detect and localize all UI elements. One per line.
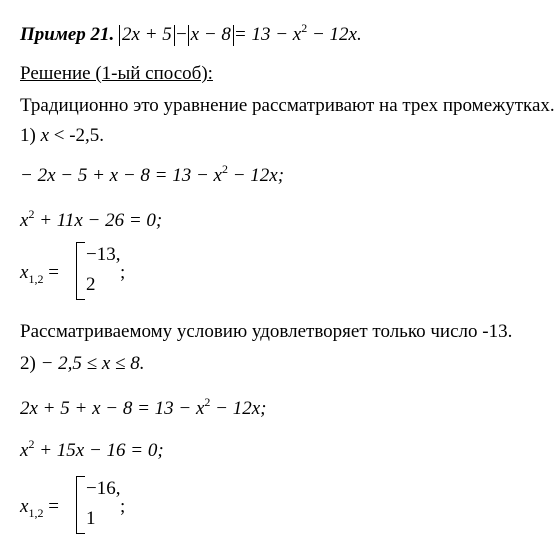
example-label: Пример 21. [20, 24, 115, 45]
case2-root-2: 1 [86, 508, 96, 529]
case1-number: 1) [20, 125, 41, 146]
case1-roots-var: x [20, 262, 29, 283]
case2-eq1-sup: 2 [204, 395, 211, 409]
case2-root-1: −16, [86, 478, 121, 499]
case1-eq2-tail: + 11x − 26 = 0; [34, 210, 163, 231]
case1-roots-label [20, 262, 59, 287]
case2-roots-end: ; [120, 496, 126, 517]
case2-bracket [76, 476, 85, 534]
solution-header: Решение (1-ый способ): [20, 63, 213, 84]
case1-eq2-sup: 2 [28, 207, 35, 221]
case1-equation-2 [20, 208, 162, 230]
case1-var: x [40, 125, 50, 146]
case1-heading [20, 126, 104, 145]
case2-roots-var: x [20, 496, 29, 517]
eq-minus: − [174, 24, 188, 45]
eq-rhs: = 13 − x [233, 24, 302, 45]
case1-eq1-tail: − 12x; [227, 165, 285, 186]
case2-eq2-base: x [20, 440, 29, 461]
example-equation [119, 21, 362, 45]
case1-root-2: 2 [86, 274, 96, 295]
case1-root-1: −13, [86, 244, 121, 265]
case2-roots-eq: = [43, 496, 59, 517]
intro-text: Традиционно это уравнение рассматривают на трех промежутках. [20, 95, 555, 116]
case2-eq2-sup: 2 [28, 437, 35, 451]
case1-condition: < -2,5. [49, 125, 105, 146]
case1-eq2-base: x [20, 210, 29, 231]
case1-roots-sub: 1,2 [28, 272, 44, 286]
case2-equation-1 [20, 396, 267, 418]
example-title [20, 22, 362, 46]
case2-eq1-tail: − 12x; [210, 398, 267, 419]
case2-eq1-lhs: 2x + 5 + x − 8 = 13 − x [20, 398, 205, 419]
case2-roots-label [20, 496, 59, 521]
case2-number: 2) [20, 353, 41, 374]
case1-equation-1 [20, 163, 284, 185]
eq-rhs-tail: − 12x. [307, 24, 362, 45]
case1-bracket [76, 242, 85, 300]
eq-rhs-sup: 2 [301, 21, 308, 35]
case1-roots-end: ; [120, 262, 126, 283]
case2-heading [20, 354, 144, 373]
case2-equation-2 [20, 438, 164, 460]
case1-eq1-lhs: − 2x − 5 + x − 8 = 13 − x [20, 165, 222, 186]
case2-condition: − 2,5 ≤ x ≤ 8. [40, 353, 145, 374]
case1-conclusion: Рассматриваемому условию удовлетворяет только число -13. [20, 321, 513, 342]
case2-eq2-tail: + 15x − 16 = 0; [34, 440, 164, 461]
case2-roots-sub: 1,2 [28, 506, 44, 520]
case1-eq1-sup: 2 [221, 162, 228, 176]
abs-term-2: x − 8 [188, 25, 234, 46]
abs-term-1: 2x + 5 [119, 25, 175, 46]
case1-roots-eq: = [43, 262, 59, 283]
